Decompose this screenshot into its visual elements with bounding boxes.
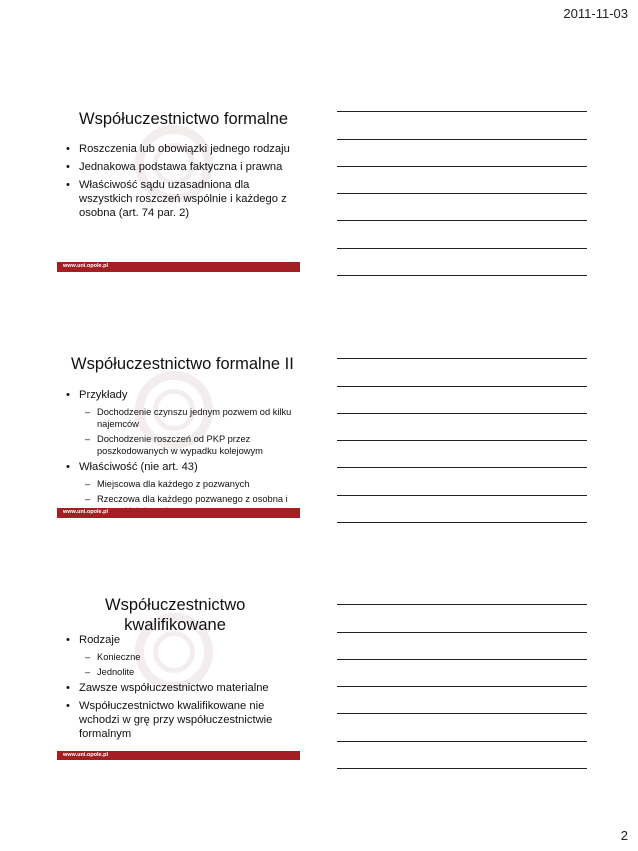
bullet-item: • Współuczestnictwo kwalifikowane nie wchodzi w grę przy współuczestnictwie formalnym [61, 699, 294, 741]
bullet-list [61, 388, 294, 518]
sub-bullet-item: – Rzeczowa dla każdego pozwanego z osobna i [85, 494, 288, 504]
notes-lines-2 [337, 332, 587, 523]
bullet-item: • Właściwość (nie art. 43) [61, 460, 294, 474]
note-line [337, 167, 587, 194]
page-number: 2 [620, 828, 628, 843]
bullet-list [61, 142, 294, 224]
note-line [337, 714, 587, 741]
bullet-item: • Przykłady [61, 388, 294, 402]
note-line [337, 221, 587, 248]
note-line [337, 633, 587, 660]
note-line [337, 194, 587, 221]
slide-3 [57, 595, 300, 760]
note-line [337, 441, 587, 468]
note-line [337, 414, 587, 441]
note-line [337, 578, 587, 605]
bullet-item: • Zawsze współuczestnictwo materialne [61, 681, 294, 695]
bullet-list [61, 633, 294, 745]
bullet-item: • Jednakowa podstawa faktyczna i prawna [61, 160, 294, 174]
note-line [337, 332, 587, 359]
note-line [337, 605, 587, 632]
note-line [337, 468, 587, 495]
note-line [337, 359, 587, 386]
slide-footer-bar [57, 262, 300, 272]
notes-lines-1 [337, 85, 587, 276]
slide-title: Współuczestnictwo formalne [79, 110, 289, 128]
note-line [337, 112, 587, 139]
note-line [337, 387, 587, 414]
slide-title: Współuczestnictwo formalne II [71, 355, 294, 373]
note-line [337, 140, 587, 167]
slide-1 [57, 107, 300, 272]
bullet-item: • Rodzaje [61, 633, 294, 647]
sub-bullet-item: – Jednolite [85, 667, 135, 677]
sub-bullet-item: – Miejscowa dla każdego z pozwanych [85, 479, 250, 489]
print-date: 2011-11-03 [563, 6, 628, 21]
footer-url: www.uni.opole.pl [63, 263, 109, 269]
sub-bullet-item: – Dochodzenie roszczeń od PKP przez poszkodowanych w wypadku kolejowym [85, 434, 263, 456]
slide-title: Współuczestnictwo kwalifikowane [105, 596, 246, 634]
footer-url: www.uni.opole.pl [63, 509, 109, 515]
note-line [337, 85, 587, 112]
bullet-item: • Właściwość sądu uzasadniona dla wszystkich roszczeń wspólnie i każdego z osobna (art. 74 par. 2) [61, 178, 294, 220]
bullet-item: • Roszczenia lub obowiązki jednego rodzaju [61, 142, 294, 156]
slide-footer-bar [57, 508, 300, 518]
footer-url: www.uni.opole.pl [63, 752, 109, 758]
note-line [337, 496, 587, 523]
note-line [337, 742, 587, 769]
notes-lines-3 [337, 578, 587, 769]
sub-bullet-item: – Konieczne [85, 652, 141, 662]
note-line [337, 687, 587, 714]
slide-footer-bar [57, 751, 300, 760]
note-line [337, 660, 587, 687]
note-line [337, 249, 587, 276]
slide-2 [57, 353, 300, 518]
sub-bullet-item: – Dochodzenie czynszu jednym pozwem od kilku najemców [85, 407, 292, 429]
